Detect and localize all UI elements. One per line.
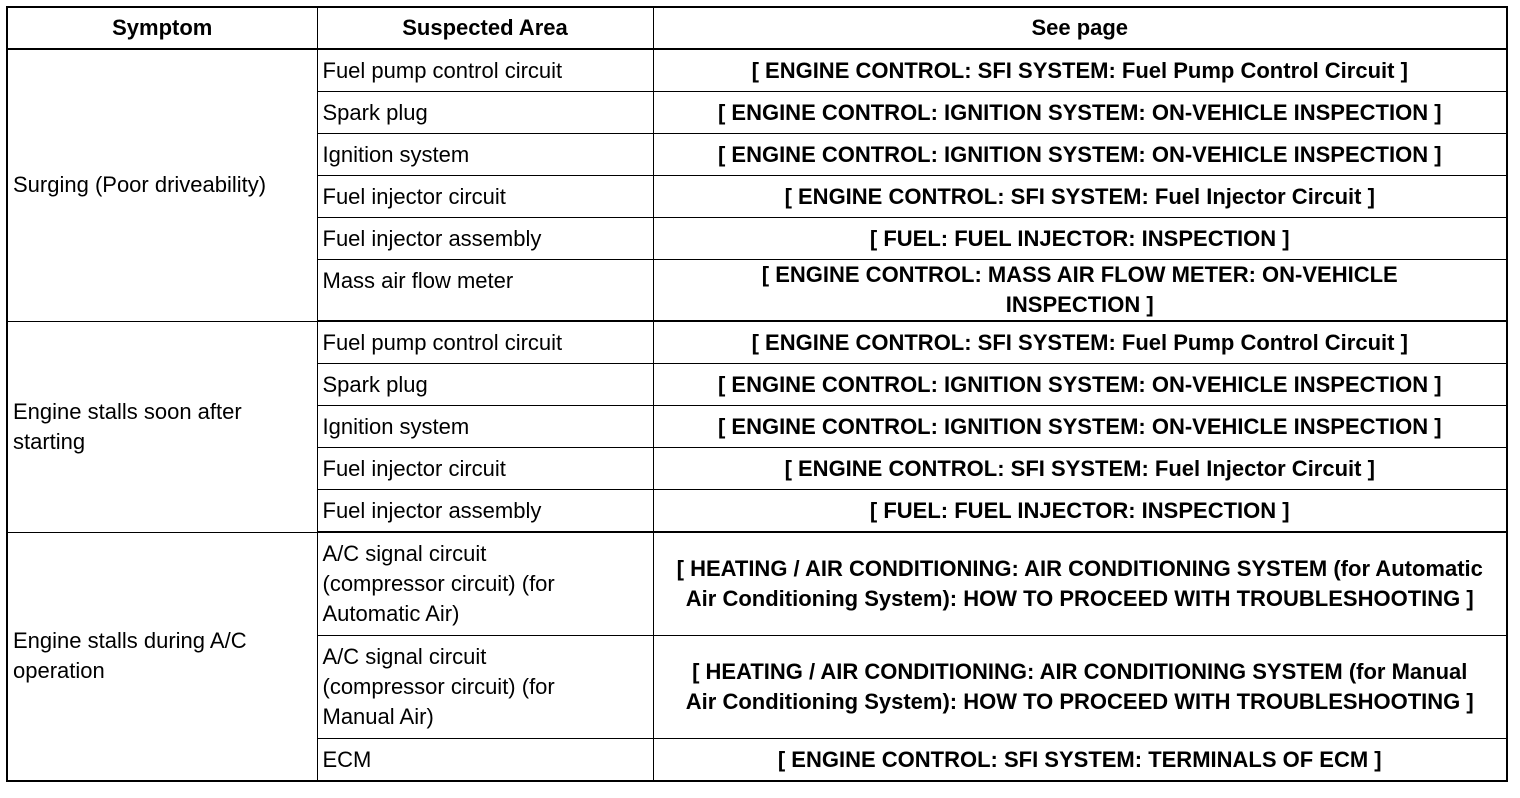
see-page-link[interactable]: [ FUEL: FUEL INJECTOR: INSPECTION ] [653, 218, 1507, 260]
table-header-row [7, 7, 1507, 49]
troubleshooting-table [6, 6, 1508, 782]
see-page-link[interactable]: [ ENGINE CONTROL: IGNITION SYSTEM: ON-VEHICLE INSPECTION ] [653, 134, 1507, 176]
header-suspected-area: Suspected Area [317, 7, 653, 49]
suspected-area-cell: Fuel injector circuit [317, 176, 653, 218]
table-row [7, 532, 1507, 636]
see-page-link[interactable]: [ ENGINE CONTROL: SFI SYSTEM: Fuel Injector Circuit ] [653, 448, 1507, 490]
see-page-link[interactable]: [ ENGINE CONTROL: MASS AIR FLOW METER: ON-VEHICLE INSPECTION ] [653, 260, 1507, 322]
header-symptom: Symptom [7, 7, 317, 49]
see-page-link[interactable]: [ ENGINE CONTROL: SFI SYSTEM: Fuel Pump Control Circuit ] [653, 321, 1507, 364]
suspected-area-cell: A/C signal circuit (compressor circuit) (for Manual Air) [317, 636, 653, 739]
suspected-area-cell: Fuel injector circuit [317, 448, 653, 490]
suspected-area-cell: Mass air flow meter [317, 260, 653, 322]
see-page-link[interactable]: [ ENGINE CONTROL: SFI SYSTEM: Fuel Injector Circuit ] [653, 176, 1507, 218]
suspected-area-cell: Fuel injector assembly [317, 490, 653, 533]
header-see-page: See page [653, 7, 1507, 49]
see-page-link[interactable]: [ HEATING / AIR CONDITIONING: AIR CONDITIONING SYSTEM (for Automatic Air Conditioning System): HOW TO PROCEED WITH TROUBLESHOOTING ] [653, 532, 1507, 636]
suspected-area-cell: Fuel pump control circuit [317, 321, 653, 364]
symptom-cell: Engine stalls during A/C operation [7, 532, 317, 781]
see-page-link[interactable]: [ HEATING / AIR CONDITIONING: AIR CONDITIONING SYSTEM (for Manual Air Conditioning System): HOW TO PROCEED WITH TROUBLESHOOTING ] [653, 636, 1507, 739]
see-page-link[interactable]: [ ENGINE CONTROL: SFI SYSTEM: TERMINALS OF ECM ] [653, 739, 1507, 782]
suspected-area-cell: A/C signal circuit (compressor circuit) (for Automatic Air) [317, 532, 653, 636]
see-page-link[interactable]: [ FUEL: FUEL INJECTOR: INSPECTION ] [653, 490, 1507, 533]
symptom-cell: Engine stalls soon after starting [7, 321, 317, 532]
suspected-area-cell: Fuel pump control circuit [317, 49, 653, 92]
suspected-area-cell: Spark plug [317, 364, 653, 406]
suspected-area-cell: ECM [317, 739, 653, 782]
see-page-link[interactable]: [ ENGINE CONTROL: IGNITION SYSTEM: ON-VEHICLE INSPECTION ] [653, 92, 1507, 134]
suspected-area-cell: Ignition system [317, 134, 653, 176]
see-page-link[interactable]: [ ENGINE CONTROL: IGNITION SYSTEM: ON-VEHICLE INSPECTION ] [653, 364, 1507, 406]
see-page-link[interactable]: [ ENGINE CONTROL: IGNITION SYSTEM: ON-VEHICLE INSPECTION ] [653, 406, 1507, 448]
symptom-cell: Surging (Poor driveability) [7, 49, 317, 321]
see-page-link[interactable]: [ ENGINE CONTROL: SFI SYSTEM: Fuel Pump Control Circuit ] [653, 49, 1507, 92]
suspected-area-cell: Ignition system [317, 406, 653, 448]
table-row [7, 321, 1507, 364]
suspected-area-cell: Fuel injector assembly [317, 218, 653, 260]
table-row [7, 49, 1507, 92]
suspected-area-cell: Spark plug [317, 92, 653, 134]
